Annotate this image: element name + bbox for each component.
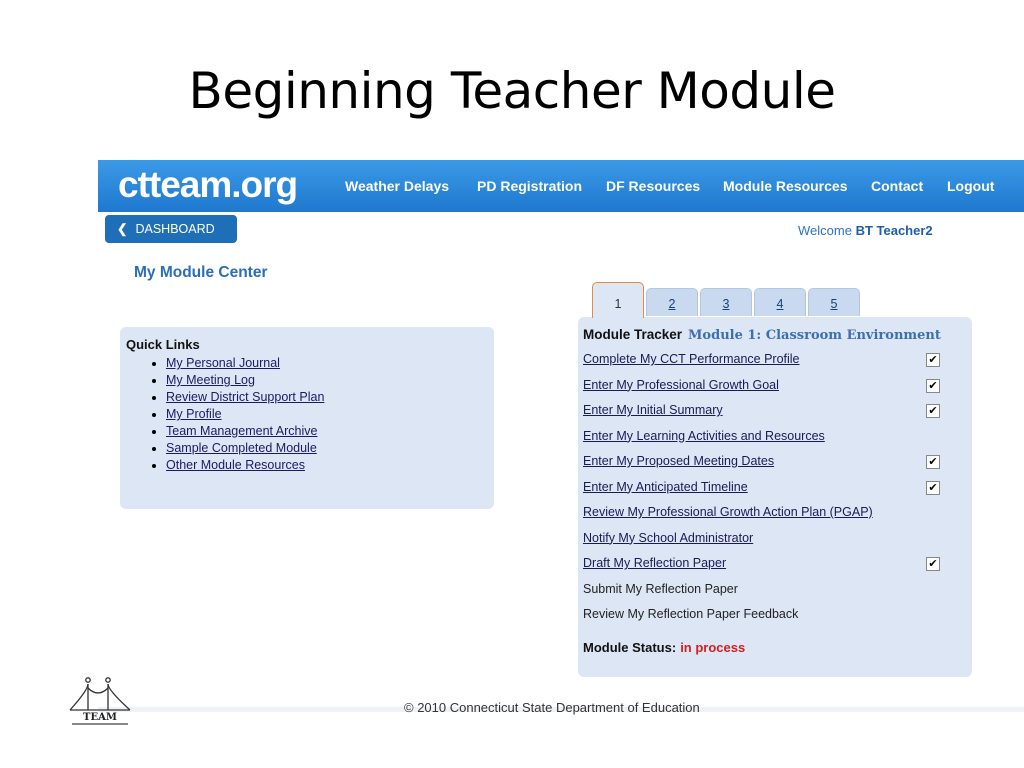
quick-link-personal-journal[interactable]: My Personal Journal [166, 356, 280, 370]
task-checkbox[interactable]: ✔ [926, 557, 940, 571]
slide-title: Beginning Teacher Module [188, 62, 836, 120]
dashboard-label: DASHBOARD [135, 222, 215, 236]
nav-module-resources[interactable]: Module Resources [723, 178, 848, 194]
module-status: Module Status: in process [583, 640, 746, 655]
dashboard-button[interactable] [105, 215, 237, 243]
tab-3[interactable]: 3 [700, 288, 752, 316]
app-screenshot [98, 160, 1024, 712]
chevron-left-icon: ❮ [117, 222, 128, 236]
copyright-text: © 2010 Connecticut State Department of Education [404, 700, 700, 715]
task-checkbox[interactable]: ✔ [926, 353, 940, 367]
top-nav-bar [98, 160, 1024, 212]
tracker-task[interactable]: Enter My Proposed Meeting Dates [583, 454, 775, 468]
tracker-task[interactable]: Enter My Initial Summary [583, 403, 723, 417]
module-tracker-label: Module Tracker [583, 327, 683, 342]
quick-link-my-profile[interactable]: My Profile [166, 407, 222, 421]
nav-pd-registration[interactable]: PD Registration [477, 178, 583, 194]
team-logo [60, 668, 140, 728]
module-center-title: My Module Center [134, 264, 268, 281]
task-checkbox[interactable]: ✔ [926, 379, 940, 393]
nav-weather-delays[interactable]: Weather Delays [345, 178, 450, 194]
tab-5[interactable]: 5 [808, 288, 860, 316]
task-checkbox[interactable]: ✔ [926, 481, 940, 495]
nav-df-resources[interactable]: DF Resources [606, 178, 701, 194]
tab-4[interactable]: 4 [754, 288, 806, 316]
tracker-task: Review My Reflection Paper Feedback [583, 607, 799, 621]
tracker-task[interactable]: Draft My Reflection Paper [583, 556, 727, 570]
module-tracker-panel [578, 317, 972, 677]
module-name: Module 1: Classroom Environment [688, 328, 941, 343]
module-status-label: Module Status [583, 640, 672, 655]
nav-logout[interactable]: Logout [947, 178, 995, 194]
quick-link-other-module-resources[interactable]: Other Module Resources [166, 458, 305, 472]
module-tracker-header [583, 327, 941, 343]
tracker-task[interactable]: Complete My CCT Performance Profile [583, 352, 800, 366]
team-logo-text: TEAM [83, 712, 117, 723]
tracker-task[interactable]: Review My Professional Growth Action Plan (PGAP) [583, 505, 873, 519]
welcome-prefix: Welcome [798, 223, 852, 238]
welcome-user: BT Teacher2 [855, 223, 933, 238]
tab-1[interactable]: 1 [592, 282, 644, 318]
tracker-task[interactable]: Enter My Professional Growth Goal [583, 377, 779, 392]
task-checkbox[interactable]: ✔ [926, 404, 940, 418]
quick-links-title: Quick Links [126, 337, 200, 352]
quick-links-list [148, 355, 324, 474]
tab-2[interactable]: 2 [646, 288, 698, 316]
task-checkbox[interactable]: ✔ [926, 455, 940, 469]
tracker-task[interactable]: Enter My Anticipated Timeline [583, 479, 748, 494]
quick-link-team-management-archive[interactable]: Team Management Archive [166, 424, 318, 438]
tracker-task: Submit My Reflection Paper [583, 581, 738, 596]
site-logo[interactable]: ctteam.org [118, 164, 298, 205]
quick-link-sample-completed-module[interactable]: Sample Completed Module [166, 441, 317, 455]
welcome-message [798, 223, 933, 238]
quick-link-meeting-log[interactable]: My Meeting Log [166, 373, 255, 387]
quick-links-panel [120, 327, 494, 509]
tracker-task[interactable]: Notify My School Administrator [583, 530, 754, 545]
tracker-task[interactable]: Enter My Learning Activities and Resources [583, 428, 825, 443]
quick-link-district-support-plan[interactable]: Review District Support Plan [166, 390, 325, 404]
module-status-value: in process [680, 640, 746, 655]
nav-contact[interactable]: Contact [871, 178, 924, 194]
